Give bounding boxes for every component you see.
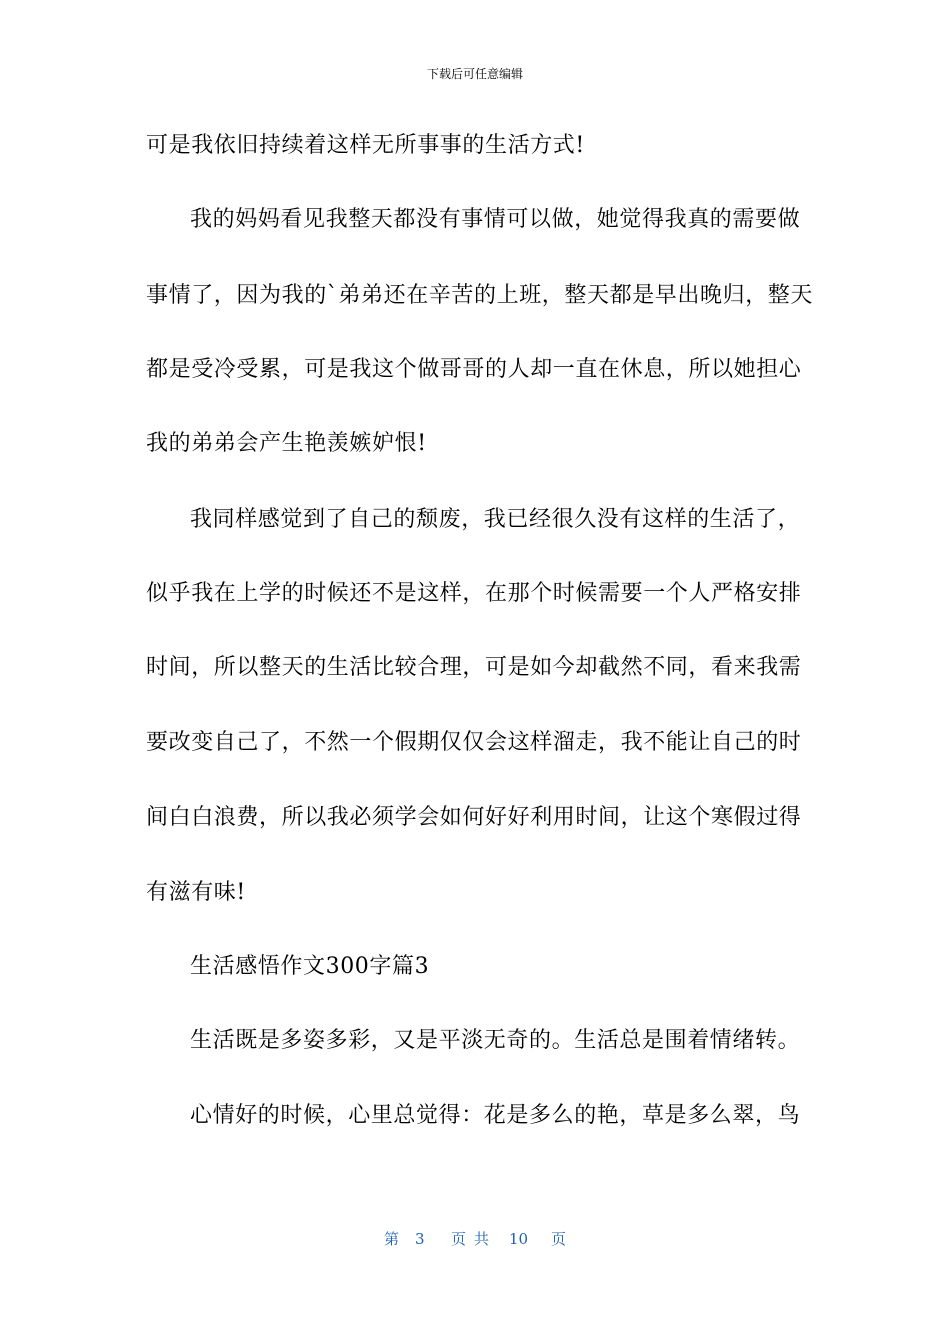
total-page-count: 10 — [509, 1230, 529, 1248]
page-label-suffix: 页 — [551, 1230, 567, 1248]
page-header-note: 下载后可任意编辑 — [426, 67, 523, 81]
text-line: 生活既是多姿多彩，又是平淡无奇的。生活总是围着情绪转。 — [190, 1028, 801, 1053]
text-line: 时间，所以整天的生活比较合理，可是如今却截然不同，看来我需 — [146, 655, 802, 680]
text-line: 间白白浪费，所以我必须学会如何好好利用时间，让这个寒假过得 — [146, 805, 802, 830]
text-line: 心情好的时候，心里总觉得：花是多么的艳，草是多么翠，鸟 — [190, 1103, 801, 1128]
page-label-middle: 页共 — [451, 1230, 498, 1248]
text-line: 我的妈妈看见我整天都没有事情可以做，她觉得我真的需要做 — [190, 207, 801, 232]
text-line: 都是受冷受累，可是我这个做哥哥的人却一直在休息，所以她担心 — [146, 357, 802, 382]
page-label-prefix: 第 — [384, 1230, 400, 1248]
current-page-number: 3 — [415, 1230, 425, 1248]
text-line: 我的弟弟会产生艳羡嫉妒恨! — [146, 431, 427, 456]
text-line: 我同样感觉到了自己的颓废，我已经很久没有这样的生活了， — [190, 507, 801, 532]
text-line: 可是我依旧持续着这样无所事事的生活方式! — [146, 133, 585, 158]
text-line: 事情了，因为我的`弟弟还在辛苦的上班，整天都是早出晚归，整天 — [146, 283, 814, 308]
page-footer — [0, 1229, 950, 1249]
text-line: 有滋有味! — [146, 880, 246, 905]
section-heading: 生活感悟作文300字篇3 — [190, 954, 430, 979]
text-line: 似乎我在上学的时候还不是这样，在那个时候需要一个人严格安排 — [146, 581, 802, 606]
text-line: 要改变自己了，不然一个假期仅仅会这样溜走，我不能让自己的时 — [146, 730, 802, 755]
